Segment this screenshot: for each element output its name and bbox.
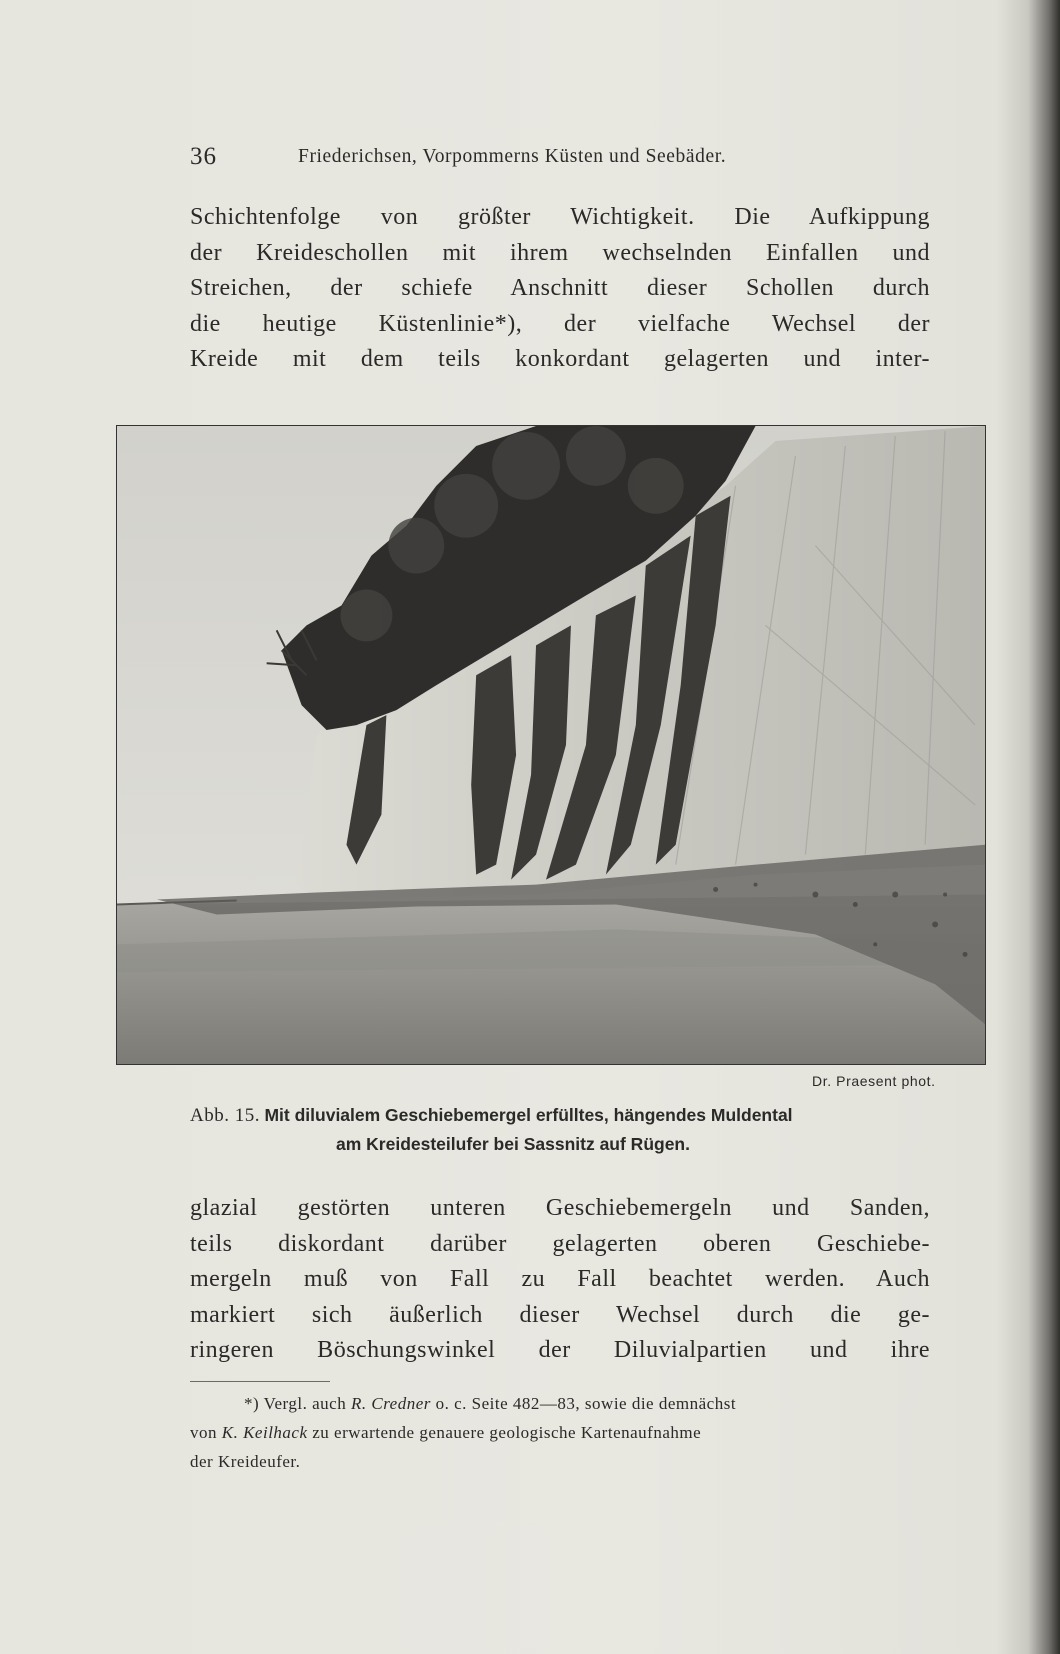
text-line: markiert sich äußerlich dieser Wechsel durch die ge- — [190, 1301, 930, 1328]
text-line: Streichen, der schiefe Anschnitt dieser Schollen durch — [190, 275, 930, 301]
photo-credit: Dr. Praesent phot. — [812, 1073, 936, 1089]
footnote-author: R. Credner — [350, 1394, 431, 1413]
text-line: die heutige Küstenlinie*), der vielfache Wechsel der — [190, 310, 930, 337]
caption-line-2: am Kreidesteilufer bei Sassnitz auf Rügen. — [336, 1134, 690, 1154]
caption-label: Abb. 15. — [190, 1105, 260, 1126]
caption-line-1: Mit diluvialem Geschiebemergel erfülltes, hängendes Muldental — [264, 1105, 793, 1125]
chalk-cliff-photo — [117, 426, 985, 1064]
footnote-line-3: der Kreideufer. — [190, 1452, 301, 1471]
footnote-text: zu erwartende genauere geologische Kartenaufnahme — [307, 1423, 702, 1442]
text-line: ringeren Böschungswinkel der Diluvialpartien und ihre — [190, 1337, 930, 1363]
text-line: glazial gestörten unteren Geschiebemergeln und Sanden, — [190, 1195, 930, 1221]
footnote-divider — [190, 1381, 330, 1382]
body-text-bottom — [190, 1191, 930, 1369]
footnote-text: o. c. Seite 482—83, sowie die demnächst — [430, 1394, 737, 1413]
page-number: 36 — [190, 143, 217, 170]
figure-caption — [190, 1101, 930, 1159]
text-line: der Kreideschollen mit ihrem wechselnden Einfallen und — [190, 239, 930, 266]
text-line: mergeln muß von Fall zu Fall beachtet werden. Auch — [190, 1266, 930, 1292]
text-line: teils diskordant darüber gelagerten oberen Geschiebe- — [190, 1230, 930, 1257]
footnote — [190, 1389, 930, 1476]
footnote-text: *) Vergl. auch — [244, 1394, 351, 1413]
footnote-line-1 — [190, 1389, 930, 1418]
body-text-top — [190, 200, 930, 378]
footnote-line-2 — [190, 1418, 930, 1447]
running-title: Friederichsen, Vorpommerns Küsten und Seebäder. — [298, 146, 727, 167]
text-line: Kreide mit dem teils konkordant gelagerten und inter- — [190, 346, 930, 372]
footnote-text: von — [190, 1423, 222, 1442]
footnote-author: K. Keilhack — [221, 1423, 308, 1442]
text-line: Schichtenfolge von größter Wichtigkeit. Die Aufkippung — [190, 204, 930, 230]
cliff-photograph — [116, 425, 986, 1065]
running-head — [190, 143, 830, 173]
